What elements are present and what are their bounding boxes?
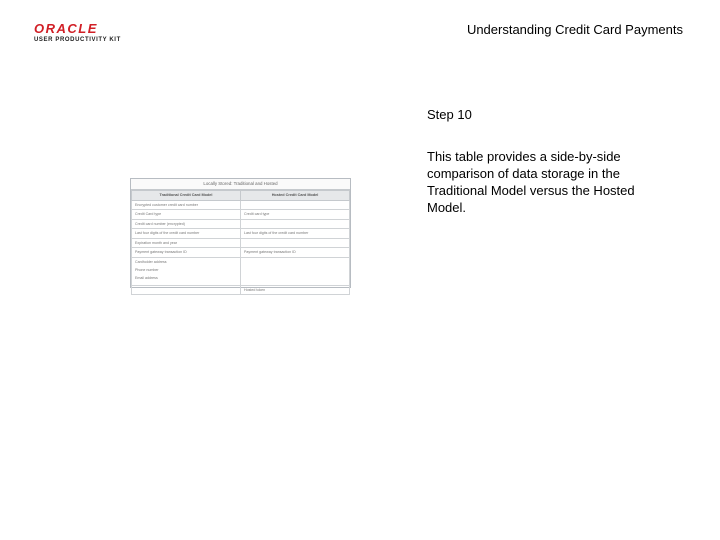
- cell-text: Expiration month and year: [135, 241, 177, 245]
- logo-tagline: USER PRODUCTIVITY KIT: [34, 37, 121, 43]
- hosted-cell: [241, 220, 350, 229]
- cell-text: Credit card type: [244, 212, 270, 216]
- oracle-upk-logo: [34, 22, 126, 45]
- cell-text: Payment gateway transaction ID: [244, 250, 296, 254]
- table-row: [132, 229, 350, 239]
- hosted-cell: [241, 229, 350, 239]
- cell-text: Last four digits of the credit card number: [135, 231, 200, 235]
- comparison-table: [131, 190, 350, 295]
- table-row: [132, 239, 350, 248]
- column-header-traditional: Traditional Credit Card Model: [132, 191, 241, 201]
- table-header-row: [132, 191, 350, 201]
- cell-text: Email address: [135, 276, 158, 280]
- cell-text: Credit card number (encrypted): [135, 222, 185, 226]
- traditional-cell: [132, 258, 241, 286]
- table-row: [132, 286, 350, 295]
- table-row: [132, 210, 350, 220]
- traditional-cell: [132, 201, 241, 210]
- traditional-cell: [132, 239, 241, 248]
- traditional-cell: [132, 220, 241, 229]
- table-row: [132, 220, 350, 229]
- table-row: [132, 201, 350, 210]
- screenshot-table-title: Locally Stored: Traditional and Hosted: [131, 179, 350, 190]
- hosted-cell: [241, 201, 350, 210]
- cell-text: Cardholder address: [135, 260, 167, 264]
- cell-text: Payment gateway transaction ID: [135, 250, 187, 254]
- hosted-cell: [241, 210, 350, 220]
- logo-brand: ORACLE: [34, 21, 98, 36]
- cell-text: Last four digits of the credit card number: [244, 231, 309, 235]
- cell-text: Phone number: [135, 268, 159, 272]
- document-title: Understanding Credit Card Payments: [466, 22, 683, 37]
- hosted-cell: [241, 239, 350, 248]
- cell-text: Hosted token: [244, 288, 266, 292]
- hosted-cell: [241, 248, 350, 258]
- table-screenshot: [130, 178, 351, 292]
- cell-text: Credit Card type: [135, 212, 162, 216]
- hosted-cell: [241, 286, 350, 295]
- traditional-cell: [132, 286, 241, 295]
- column-header-hosted: Hosted Credit Card Model: [241, 191, 350, 201]
- traditional-cell: [132, 248, 241, 258]
- cell-text: Encrypted customer credit card number: [135, 203, 198, 207]
- traditional-cell: [132, 210, 241, 220]
- table-row: [132, 258, 350, 286]
- hosted-cell: [241, 258, 350, 286]
- traditional-cell: [132, 229, 241, 239]
- table-row: [132, 248, 350, 258]
- step-title: Step 10: [427, 107, 472, 122]
- step-description: This table provides a side-by-side comparison of data storage in the Traditional Model versus the Hosted Model.: [427, 149, 635, 215]
